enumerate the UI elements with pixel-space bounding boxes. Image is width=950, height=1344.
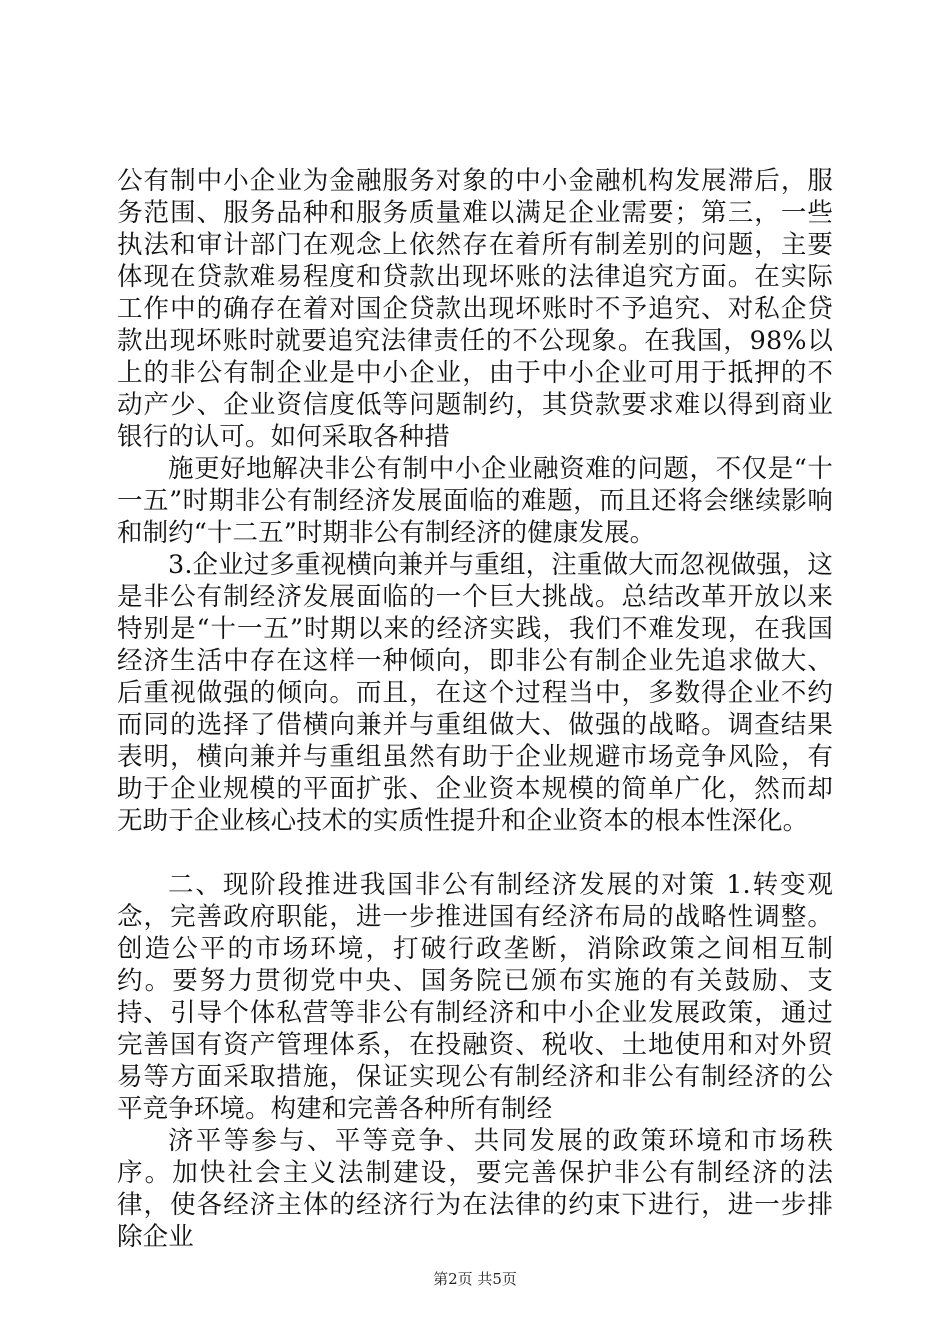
document-body (117, 165, 833, 1253)
paragraph-point-3-merger: 3.企业过多重视横向兼并与重组，注重做大而忽视做强，这是非公有制经济发展面临的一个巨大挑战。总结改革开放以来特别是“十一五”时期以来的经济实践，我们不难发现，在我国经济生活中存在这样一种倾向，即非公有制企业先追求做大、后重视做强的倾向。而且，在这个过程当中，多数得企业不约而同的选择了借横向兼并与重组做大、做强的战略。调查结果表明，横向兼并与重组虽然有助于企业规避市场竞争风险，有助于企业规模的平面扩张、企业资本规模的简单广化，然而却无助于企业核心技术的实质性提升和企业资本的根本性深化。 (117, 550, 833, 836)
paragraph-continued-financing: 公有制中小企业为金融服务对象的中小金融机构发展滞后，服务范围、服务品种和服务质量难以满足企业需要；第三，一些执法和审计部门在观念上依然存在着所有制差别的问题，主要体现在贷款难易程度和贷款出现坏账的法律追究方面。在实际工作中的确存在着对国企贷款出现坏账时不予追究、对私企贷款出现坏账时就要追究法律责任的不公现象。在我国，98%以上的非公有制企业是中小企业，由于中小企业可用于抵押的不动产少、企业资信度低等问题制约，其贷款要求难以得到商业银行的认可。如何采取各种措 (117, 166, 833, 452)
page-number-footer: 第2页 共5页 (433, 1270, 517, 1288)
paragraph-section-2-countermeasures: 二、现阶段推进我国非公有制经济发展的对策 1.转变观念，完善政府职能，进一步推进国有经济布局的战略性调整。创造公平的市场环境，打破行政垄断，消除政策之间相互制约。要努力贯彻党中央、国务院已颁布实施的有关鼓励、支持、引导个体私营等非公有制经济和中小企业发展政策，通过完善国有资产管理体系，在投融资、税收、土地使用和对外贸易等方面采取措施，保证实现公有制经济和非公有制经济的公平竞争环境。构建和完善各种所有制经 (117, 870, 833, 1124)
paragraph-legal-environment: 济平等参与、平等竞争、共同发展的政策环境和市场秩序。加快社会主义法制建设，要完善保护非公有制经济的法律，使各经济主体的经济行为在法律的约束下进行，进一步排除企业 (117, 1126, 833, 1252)
paragraph-spacer (117, 837, 833, 869)
paragraph-financing-difficulty: 施更好地解决非公有制中小企业融资难的问题，不仅是“十一五”时期非公有制经济发展面临的难题，而且还将会继续影响和制约“十二五”时期非公有制经济的健康发展。 (117, 454, 833, 548)
